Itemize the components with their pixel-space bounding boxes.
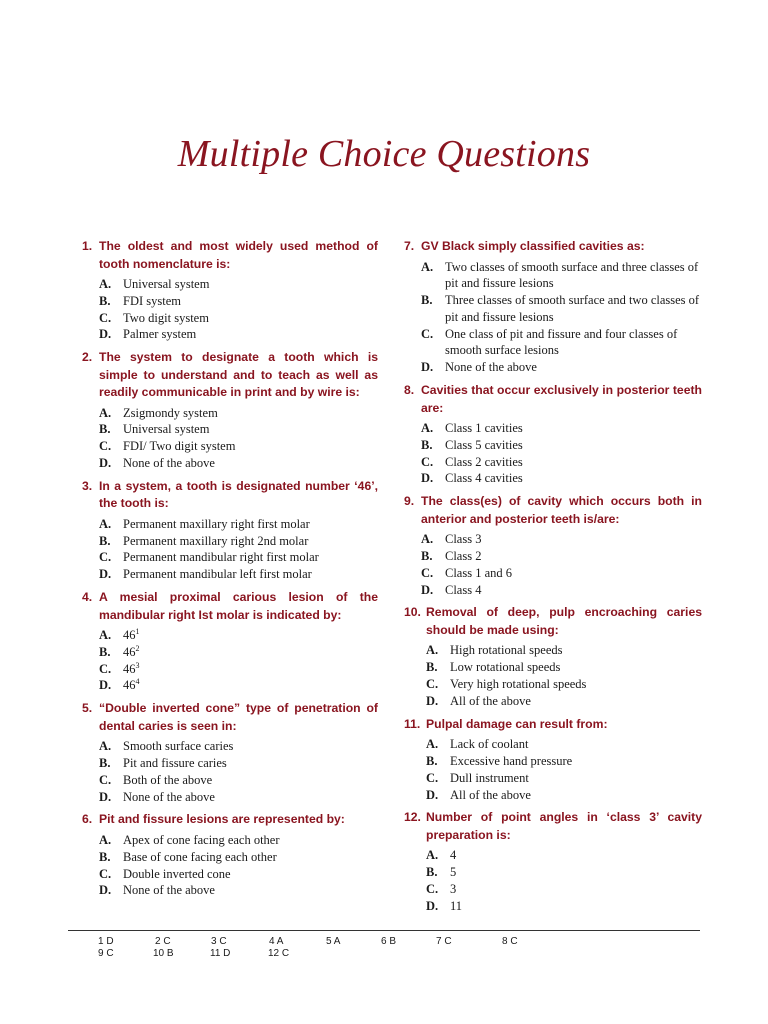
question-item xyxy=(404,604,702,709)
option-letter: A. xyxy=(421,532,434,547)
option-letter: D. xyxy=(99,883,112,898)
question-item xyxy=(404,809,702,914)
option-text-value: Class 1 and 6 xyxy=(445,565,513,580)
question-number: 10. xyxy=(404,605,421,620)
question-text: The oldest and most widely used method of tooth nomenclature is: xyxy=(99,239,378,271)
option-text xyxy=(450,642,702,659)
option-text-value: Class 3 xyxy=(445,532,482,547)
question-stem xyxy=(82,700,378,735)
option-text-value: Universal system xyxy=(123,422,210,437)
answer-option xyxy=(426,693,702,710)
option-text xyxy=(450,676,702,693)
question-item xyxy=(82,238,378,343)
option-letter: D. xyxy=(426,787,439,802)
option-text-value: 5 xyxy=(450,865,457,880)
option-text-value: Base of cone facing each other xyxy=(123,849,277,864)
answer-option xyxy=(421,565,702,582)
option-superscript: 1 xyxy=(135,626,140,636)
question-stem xyxy=(82,238,378,273)
option-letter: C. xyxy=(99,661,112,676)
answer-key-entry: 3 C xyxy=(211,936,227,947)
option-letter: D. xyxy=(99,789,112,804)
option-list xyxy=(404,531,702,598)
answer-option xyxy=(99,832,378,849)
answer-key-entry: 2 C xyxy=(155,936,171,947)
option-letter: A. xyxy=(99,739,112,754)
option-text xyxy=(123,627,378,644)
question-text: GV Black simply classified cavities as: xyxy=(421,239,645,253)
answer-key-entry: 7 C xyxy=(436,936,452,947)
option-text xyxy=(123,755,378,772)
option-letter: D. xyxy=(99,567,112,582)
option-letter: B. xyxy=(99,644,111,659)
answer-option xyxy=(426,770,702,787)
option-letter: C. xyxy=(99,550,112,565)
option-letter: B. xyxy=(426,660,438,675)
option-letter: B. xyxy=(421,549,433,564)
option-text-value: 11 xyxy=(450,898,463,913)
option-letter: D. xyxy=(99,327,112,342)
question-text: Pit and fissure lesions are represented by: xyxy=(99,812,345,827)
option-text-value: All of the above xyxy=(450,787,531,802)
answer-option xyxy=(99,326,378,343)
question-stem xyxy=(82,811,378,829)
option-text-value: Palmer system xyxy=(123,327,197,342)
option-text xyxy=(445,470,702,487)
option-text-value: Excessive hand pressure xyxy=(450,753,573,768)
option-text xyxy=(450,736,702,753)
option-text-value: Pit and fissure caries xyxy=(123,756,227,771)
option-letter: B. xyxy=(99,422,111,437)
answer-key-entry: 9 C xyxy=(98,948,114,959)
answer-option xyxy=(426,736,702,753)
question-text: Number of point angles in ‘class 3’ cavity preparation is: xyxy=(426,810,702,842)
answer-option xyxy=(99,421,378,438)
option-text xyxy=(123,310,378,327)
option-text xyxy=(123,882,378,899)
answer-option xyxy=(99,789,378,806)
option-letter: B. xyxy=(421,437,433,452)
answer-option xyxy=(426,847,702,864)
answer-key-row xyxy=(98,948,538,960)
answer-option xyxy=(421,359,702,376)
option-letter: D. xyxy=(426,693,439,708)
answer-option xyxy=(99,293,378,310)
question-stem xyxy=(404,238,702,256)
answer-option xyxy=(99,516,378,533)
answer-key-entry: 1 D xyxy=(98,936,114,947)
question-item xyxy=(82,478,378,583)
question-number: 12. xyxy=(404,810,421,825)
option-superscript: 4 xyxy=(135,677,140,687)
option-letter: A. xyxy=(99,832,112,847)
question-item xyxy=(404,238,702,376)
answer-option xyxy=(426,659,702,676)
answer-option xyxy=(99,755,378,772)
option-text xyxy=(123,549,378,566)
answer-key-entry: 8 C xyxy=(502,936,518,947)
answer-option xyxy=(426,881,702,898)
answer-option xyxy=(99,438,378,455)
question-text: “Double inverted cone” type of penetration of dental caries is seen in: xyxy=(99,701,378,733)
option-text xyxy=(450,693,702,710)
option-text-value: Universal system xyxy=(123,277,210,291)
option-text xyxy=(450,864,702,881)
question-stem xyxy=(404,604,702,639)
option-text xyxy=(445,420,702,437)
question-text: Cavities that occur exclusively in posterior teeth are: xyxy=(421,383,702,415)
option-letter: C. xyxy=(426,677,439,692)
footer-divider xyxy=(68,930,700,931)
option-list xyxy=(82,516,378,583)
option-text xyxy=(123,516,378,533)
option-text xyxy=(123,677,378,694)
option-text-value: None of the above xyxy=(123,789,215,804)
option-text xyxy=(123,644,378,661)
answer-key-row xyxy=(98,936,538,948)
option-text xyxy=(450,659,702,676)
option-text xyxy=(123,421,378,438)
option-letter: A. xyxy=(99,628,112,643)
question-stem xyxy=(404,382,702,417)
option-text xyxy=(445,548,702,565)
answer-option xyxy=(99,566,378,583)
option-text xyxy=(445,259,702,293)
option-text xyxy=(445,437,702,454)
option-letter: C. xyxy=(99,439,112,454)
answer-option xyxy=(421,259,702,293)
option-list xyxy=(404,259,702,377)
question-text: The class(es) of cavity which occurs both in anterior and posterior teeth is/are: xyxy=(421,494,702,526)
question-text: Pulpal damage can result from: xyxy=(426,716,608,731)
answer-key-entry: 11 D xyxy=(210,948,231,959)
answer-key-entry: 5 A xyxy=(326,936,341,947)
answer-option xyxy=(99,661,378,678)
option-text-value: One class of pit and fissure and four classes of smooth surface lesions xyxy=(445,326,678,358)
question-stem xyxy=(82,589,378,624)
option-text xyxy=(123,832,378,849)
option-text xyxy=(450,898,702,915)
answer-option xyxy=(99,533,378,550)
question-item xyxy=(82,811,378,899)
answer-option xyxy=(421,326,702,360)
answer-option xyxy=(421,437,702,454)
option-list xyxy=(404,420,702,487)
option-text xyxy=(123,789,378,806)
question-text: In a system, a tooth is designated number ‘46’, the tooth is: xyxy=(99,478,378,511)
option-text-value: 46 xyxy=(123,661,136,676)
option-text-value: Two digit system xyxy=(123,310,209,325)
option-letter: D. xyxy=(426,898,439,913)
option-list xyxy=(82,738,378,805)
option-letter: B. xyxy=(99,756,111,771)
option-text xyxy=(123,438,378,455)
option-list xyxy=(82,276,378,343)
option-text xyxy=(123,866,378,883)
answer-key-entry: 6 B xyxy=(381,936,397,947)
option-text xyxy=(445,454,702,471)
option-text-value: Lack of coolant xyxy=(450,737,529,752)
option-letter: C. xyxy=(426,770,439,785)
answer-option xyxy=(426,642,702,659)
question-text: A mesial proximal carious lesion of the mandibular right Ist molar is indicated by: xyxy=(99,590,378,622)
option-text xyxy=(123,772,378,789)
option-letter: B. xyxy=(99,293,111,308)
option-text xyxy=(445,565,702,582)
option-text xyxy=(123,405,378,422)
question-item xyxy=(404,382,702,487)
question-number: 8. xyxy=(404,383,415,398)
option-letter: A. xyxy=(426,737,439,752)
option-text xyxy=(445,359,702,376)
option-text-value: Double inverted cone xyxy=(123,866,231,881)
answer-option xyxy=(421,470,702,487)
answer-option xyxy=(421,454,702,471)
question-stem xyxy=(404,809,702,844)
option-text xyxy=(123,326,378,343)
option-letter: B. xyxy=(426,865,438,880)
answer-option xyxy=(421,531,702,548)
option-text-value: None of the above xyxy=(445,360,537,375)
option-text xyxy=(445,326,702,360)
option-list xyxy=(82,627,378,694)
answer-option xyxy=(99,405,378,422)
option-text-value: Permanent mandibular left first molar xyxy=(123,567,312,582)
answer-option xyxy=(99,738,378,755)
question-stem xyxy=(82,349,378,402)
option-list xyxy=(404,642,702,709)
option-text-value: 46 xyxy=(123,644,136,659)
question-item xyxy=(82,700,378,805)
question-number: 11. xyxy=(404,716,421,731)
question-text: The system to designate a tooth which is simple to understand and to teach as well as readily communicable in print and by wire is: xyxy=(99,350,378,400)
option-text-value: 46 xyxy=(123,678,136,693)
option-text-value: Zsigmondy system xyxy=(123,405,218,420)
option-text xyxy=(123,455,378,472)
option-text-value: 46 xyxy=(123,628,136,643)
question-number: 5. xyxy=(82,701,93,716)
option-letter: C. xyxy=(99,772,112,787)
option-text-value: High rotational speeds xyxy=(450,643,563,658)
page-title: Multiple Choice Questions xyxy=(177,133,591,175)
option-list xyxy=(82,832,378,899)
question-item xyxy=(82,589,378,694)
option-text-value: Three classes of smooth surface and two classes of pit and fissure lesions xyxy=(445,293,700,324)
option-letter: D. xyxy=(421,471,434,486)
question-number: 3. xyxy=(82,478,93,493)
option-letter: D. xyxy=(99,456,112,471)
option-letter: B. xyxy=(426,753,438,768)
answer-option xyxy=(99,455,378,472)
option-letter: D. xyxy=(421,360,434,375)
option-letter: B. xyxy=(99,533,111,548)
option-text xyxy=(123,849,378,866)
option-text-value: Class 4 xyxy=(445,582,482,597)
answer-option xyxy=(426,787,702,804)
option-letter: C. xyxy=(421,454,434,469)
answer-option xyxy=(99,677,378,694)
option-text-value: Two classes of smooth surface and three classes of pit and fissure lesions xyxy=(445,259,699,291)
option-text-value: Class 1 cavities xyxy=(445,421,523,436)
option-text-value: All of the above xyxy=(450,693,531,708)
option-text xyxy=(445,582,702,599)
answer-option xyxy=(99,849,378,866)
answer-option xyxy=(99,276,378,293)
option-text xyxy=(123,738,378,755)
option-text xyxy=(450,753,702,770)
answer-key-entry: 10 B xyxy=(153,948,174,959)
option-text-value: FDI/ Two digit system xyxy=(123,439,236,454)
option-letter: B. xyxy=(421,293,433,308)
question-stem xyxy=(82,478,378,513)
answer-option xyxy=(426,898,702,915)
option-text-value: Class 2 cavities xyxy=(445,454,523,469)
left-question-column xyxy=(82,238,378,905)
answer-option xyxy=(99,549,378,566)
option-superscript: 3 xyxy=(135,660,140,670)
question-number: 4. xyxy=(82,590,93,605)
option-superscript: 2 xyxy=(135,643,140,653)
answer-option xyxy=(426,753,702,770)
option-letter: A. xyxy=(426,643,439,658)
option-text-value: Permanent mandibular right first molar xyxy=(123,550,319,565)
option-letter: A. xyxy=(421,421,434,436)
option-text-value: Class 4 cavities xyxy=(445,471,523,486)
answer-key xyxy=(98,936,538,960)
option-letter: B. xyxy=(99,849,111,864)
option-letter: C. xyxy=(99,310,112,325)
option-letter: C. xyxy=(426,881,439,896)
option-text xyxy=(123,566,378,583)
option-text-value: Permanent maxillary right 2nd molar xyxy=(123,533,309,548)
question-number: 2. xyxy=(82,350,93,365)
option-text-value: Low rotational speeds xyxy=(450,660,561,675)
answer-option xyxy=(99,882,378,899)
answer-option xyxy=(421,548,702,565)
answer-option xyxy=(99,644,378,661)
question-item xyxy=(404,493,702,598)
option-text-value: Both of the above xyxy=(123,772,213,787)
option-text xyxy=(450,847,702,864)
option-text xyxy=(445,292,702,326)
option-letter: A. xyxy=(99,277,112,291)
option-letter: A. xyxy=(99,405,112,420)
question-stem xyxy=(404,493,702,528)
answer-option xyxy=(421,420,702,437)
option-text-value: Very high rotational speeds xyxy=(450,677,587,692)
answer-option xyxy=(421,582,702,599)
option-letter: A. xyxy=(421,259,434,274)
option-text-value: None of the above xyxy=(123,456,215,471)
answer-key-entry: 12 C xyxy=(268,948,290,959)
option-text xyxy=(445,531,702,548)
option-text-value: None of the above xyxy=(123,883,215,898)
option-letter: C. xyxy=(99,866,112,881)
answer-option xyxy=(99,627,378,644)
answer-option xyxy=(99,772,378,789)
option-text xyxy=(123,293,378,310)
option-text-value: Apex of cone facing each other xyxy=(123,832,280,847)
question-number: 6. xyxy=(82,812,93,827)
answer-option xyxy=(426,676,702,693)
option-letter: D. xyxy=(99,678,112,693)
answer-option xyxy=(426,864,702,881)
answer-option xyxy=(421,292,702,326)
answer-key-entry: 4 A xyxy=(269,936,284,947)
option-text xyxy=(123,661,378,678)
option-letter: C. xyxy=(421,326,434,341)
question-item xyxy=(404,716,702,804)
option-text xyxy=(123,276,378,293)
option-list xyxy=(404,847,702,914)
option-text-value: 3 xyxy=(450,881,457,896)
option-text-value: 4 xyxy=(450,848,457,863)
right-question-column xyxy=(404,238,702,921)
answer-option xyxy=(99,310,378,327)
option-text-value: Class 5 cavities xyxy=(445,437,523,452)
option-text-value: Dull instrument xyxy=(450,770,529,785)
option-text xyxy=(450,881,702,898)
question-stem xyxy=(404,716,702,734)
option-letter: A. xyxy=(99,516,112,531)
option-list xyxy=(404,736,702,803)
question-number: 7. xyxy=(404,239,415,253)
question-number: 9. xyxy=(404,494,415,509)
option-text-value: Permanent maxillary right first molar xyxy=(123,516,310,531)
option-list xyxy=(82,405,378,472)
option-text-value: FDI system xyxy=(123,293,181,308)
option-text-value: Smooth surface caries xyxy=(123,739,234,754)
answer-option xyxy=(99,866,378,883)
option-letter: D. xyxy=(421,582,434,597)
option-text-value: Class 2 xyxy=(445,549,482,564)
option-letter: C. xyxy=(421,565,434,580)
question-item xyxy=(82,349,378,472)
question-number: 1. xyxy=(82,239,93,253)
option-text xyxy=(450,770,702,787)
question-text: Removal of deep, pulp encroaching caries should be made using: xyxy=(426,605,702,637)
option-text xyxy=(450,787,702,804)
option-letter: A. xyxy=(426,848,439,863)
option-text xyxy=(123,533,378,550)
